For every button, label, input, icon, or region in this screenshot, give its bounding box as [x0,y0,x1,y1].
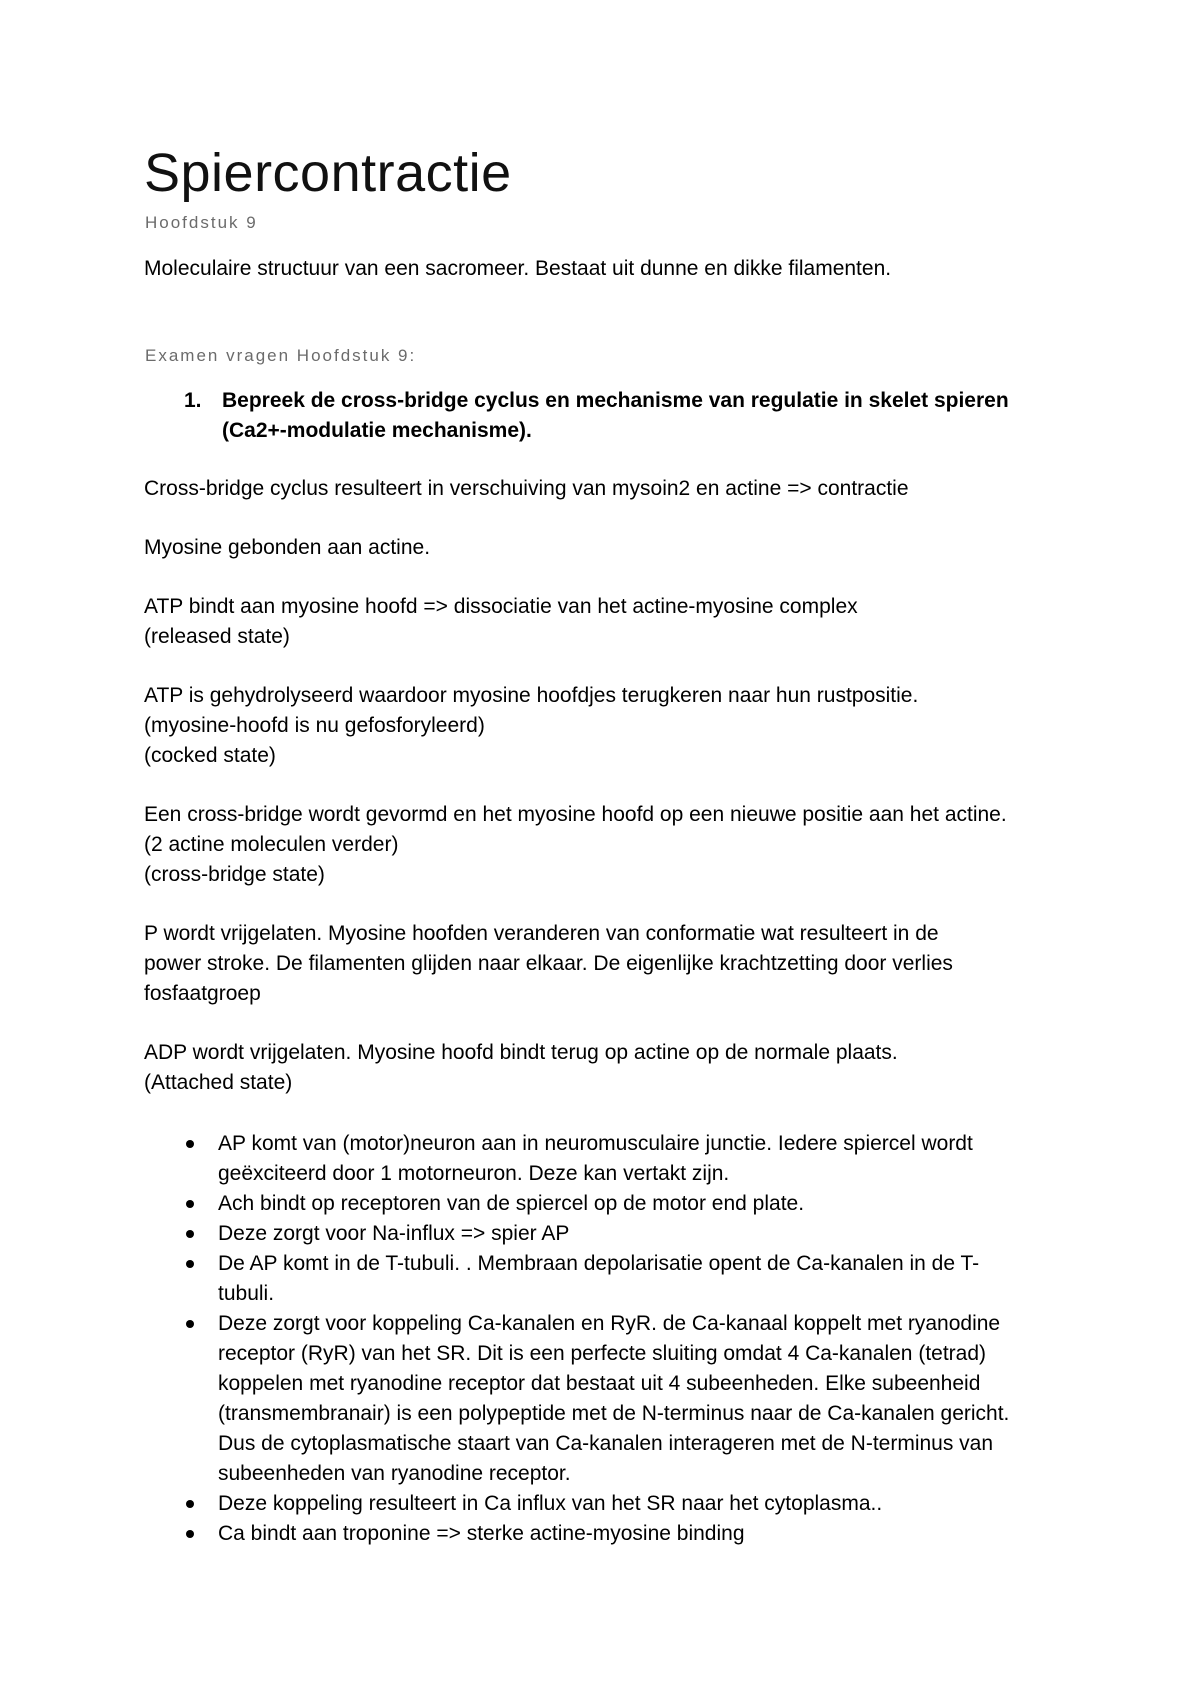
bullet-line: Deze koppeling resulteert in Ca influx van het SR naar het cytoplasma.. [218,1492,883,1515]
paragraph-line: ATP bindt aan myosine hoofd => dissociatie van het actine-myosine complex [144,595,858,618]
bullet-item [144,1309,1074,1489]
paragraph [144,800,1074,890]
bullet-item [144,1249,1074,1309]
answer-body [144,474,1074,1127]
bullet-item [144,1189,1074,1219]
bullet-line: Ca bindt aan troponine => sterke actine-myosine binding [218,1522,745,1545]
paragraph [144,592,1074,652]
paragraph-line: (2 actine moleculen verder) [144,833,399,856]
bullet-item [144,1489,1074,1519]
paragraph-line: Cross-bridge cyclus resulteert in verschuiving van mysoin2 en actine => contractie [144,477,909,500]
bullet-dot-icon [186,1200,194,1208]
exam-question [144,386,1064,446]
paragraph [144,533,1074,563]
bullet-line: geëxciteerd door 1 motorneuron. Deze kan vertakt zijn. [218,1162,730,1185]
bullet-dot-icon [186,1320,194,1328]
paragraph-line: (myosine-hoofd is nu gefosforyleerd) [144,714,485,737]
bullet-line: subeenheden van ryanodine receptor. [218,1462,571,1485]
bullet-line: koppelen met ryanodine receptor dat bestaat uit 4 subeenheden. Elke subeenheid [218,1372,981,1395]
intro-paragraph: Moleculaire structuur van een sacromeer. Bestaat uit dunne en dikke filamenten. [144,257,892,280]
paragraph-line: (cross-bridge state) [144,863,325,886]
document-subtitle: Hoofdstuk 9 [145,213,258,232]
bullet-line: Deze zorgt voor Na-influx => spier AP [218,1222,570,1245]
bullet-dot-icon [186,1260,194,1268]
paragraph-line: (cocked state) [144,744,276,767]
bullet-line: Deze zorgt voor koppeling Ca-kanalen en RyR. de Ca-kanaal koppelt met ryanodine [218,1312,1001,1335]
bullet-line: tubuli. [218,1282,275,1305]
paragraph-line: (released state) [144,625,290,648]
bullet-item [144,1219,1074,1249]
bullet-line: Dus de cytoplasmatische staart van Ca-kanalen interageren met de N-terminus van [218,1432,994,1455]
bullet-item [144,1519,1074,1549]
paragraph-line: power stroke. De filamenten glijden naar elkaar. De eigenlijke krachtzetting door verlies [144,952,953,975]
paragraph-line: ATP is gehydrolyseerd waardoor myosine hoofdjes terugkeren naar hun rustpositie. [144,684,919,707]
bullet-dot-icon [186,1530,194,1538]
bullet-dot-icon [186,1230,194,1238]
paragraph-line: Myosine gebonden aan actine. [144,536,431,559]
paragraph-line: Een cross-bridge wordt gevormd en het myosine hoofd op een nieuwe positie aan het actine. [144,803,1007,826]
question-line: Bepreek de cross-bridge cyclus en mechanisme van regulatie in skelet spieren [222,389,1009,412]
bullet-item [144,1129,1074,1189]
paragraph [144,681,1074,771]
paragraph-line: P wordt vrijgelaten. Myosine hoofden veranderen van conformatie wat resulteert in de [144,922,939,945]
question-number: 1. [184,389,202,412]
question-line: (Ca2+-modulatie mechanisme). [222,419,532,442]
bullet-line: De AP komt in de T-tubuli. . Membraan depolarisatie opent de Ca-kanalen in de T- [218,1252,980,1275]
bullet-dot-icon [186,1500,194,1508]
bullet-line: (transmembranair) is een polypeptide met de N-terminus naar de Ca-kanalen gericht. [218,1402,1010,1425]
paragraph-line: (Attached state) [144,1071,293,1094]
paragraph [144,1038,1074,1098]
bullet-dot-icon [186,1140,194,1148]
document-title: Spiercontractie [144,143,512,203]
paragraph [144,474,1074,504]
question-text [222,386,1064,446]
paragraph [144,919,1074,1009]
bullet-list [144,1129,1074,1549]
paragraph-line: ADP wordt vrijgelaten. Myosine hoofd bindt terug op actine op de normale plaats. [144,1041,898,1064]
bullet-line: AP komt van (motor)neuron aan in neuromusculaire junctie. Iedere spiercel wordt [218,1132,973,1155]
bullet-line: receptor (RyR) van het SR. Dit is een perfecte sluiting omdat 4 Ca-kanalen (tetrad) [218,1342,987,1365]
section-heading: Examen vragen Hoofdstuk 9: [145,346,417,365]
paragraph-line: fosfaatgroep [144,982,261,1005]
bullet-line: Ach bindt op receptoren van de spiercel op de motor end plate. [218,1192,805,1215]
